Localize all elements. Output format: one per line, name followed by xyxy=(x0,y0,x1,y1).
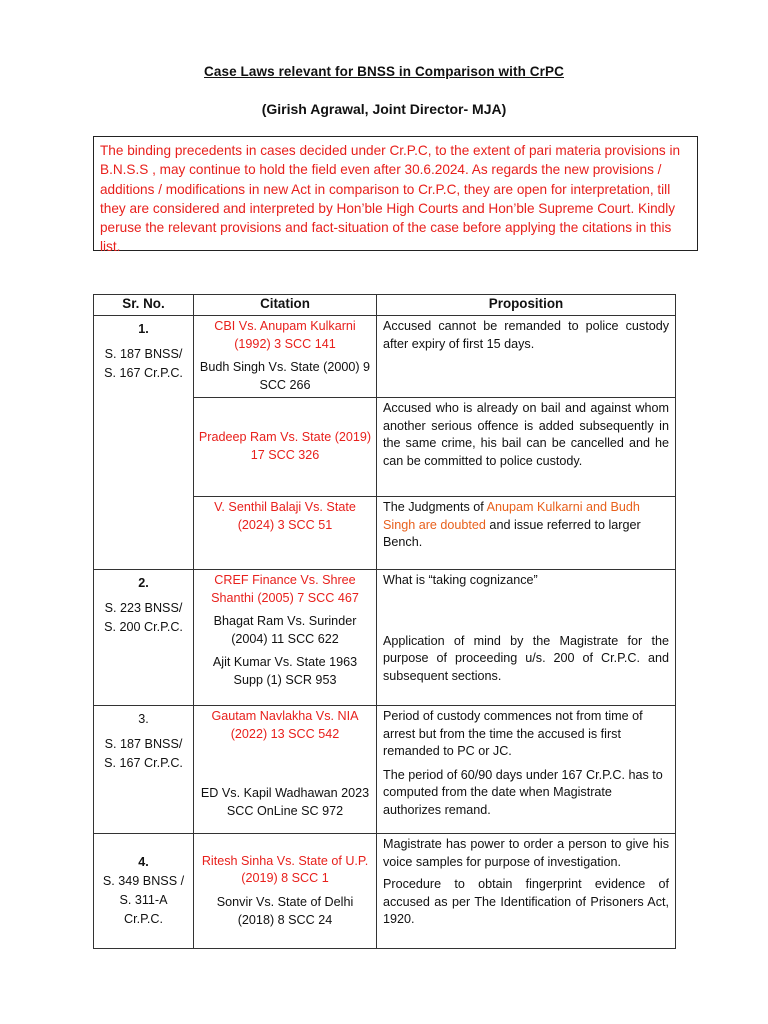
case-laws-table xyxy=(93,294,676,949)
section-ref: S. 167 Cr.P.C. xyxy=(104,366,183,380)
sr-cell xyxy=(94,834,194,949)
document-subtitle: (Girish Agrawal, Joint Director- MJA) xyxy=(261,101,507,117)
table-row xyxy=(94,834,676,949)
section-ref: S. 311-A xyxy=(119,893,168,907)
proposition-text: and issue referred to larger Bench. xyxy=(383,517,641,550)
sr-cell xyxy=(94,706,194,834)
sr-number: 4. xyxy=(138,855,149,869)
proposition-cell xyxy=(377,706,676,834)
citation: Budh Singh Vs. State (2000) 9 SCC 266 xyxy=(199,360,371,392)
proposition-text: The Judgments of xyxy=(383,500,487,514)
citation-cell xyxy=(194,497,377,570)
citation-cell xyxy=(194,706,377,834)
proposition-highlight: Anupam Kulkarni and Budh Singh are doubted xyxy=(383,500,640,532)
proposition-cell xyxy=(377,834,676,949)
proposition-cell xyxy=(377,398,676,497)
sr-cell xyxy=(94,570,194,706)
sr-cell xyxy=(94,316,194,570)
citation: Ritesh Sinha Vs. State of U.P. (2019) 8 SCC 1 xyxy=(201,853,369,886)
section-ref: S. 200 Cr.P.C. xyxy=(104,620,183,634)
proposition-text: Period of custody commences not from time of arrest but from the time the accused is first remanded to PC or JC. xyxy=(383,709,643,759)
sr-number: 2. xyxy=(138,576,149,590)
table-row xyxy=(94,316,676,398)
citation-cell xyxy=(194,316,377,398)
citation: V. Senthil Balaji Vs. State (2024) 3 SCC 51 xyxy=(214,500,356,532)
table-row xyxy=(94,706,676,834)
sr-number: 3. xyxy=(138,712,149,726)
proposition-text: The period of 60/90 days under 167 Cr.P.C. has to computed from the date when Magistrate authorizes remand. xyxy=(383,767,663,817)
citation-cell xyxy=(194,398,377,497)
citation-cell xyxy=(194,834,377,949)
proposition-cell xyxy=(377,570,676,706)
section-ref: S. 187 BNSS/ xyxy=(104,347,183,361)
section-ref: S. 223 BNSS/ xyxy=(104,601,183,615)
document-title: Case Laws relevant for BNSS in Comparison with CrPC xyxy=(204,64,564,79)
proposition-text: Accused cannot be remanded to police custody after expiry of first 15 days. xyxy=(383,319,669,351)
table-header-row xyxy=(94,295,676,316)
section-ref: S. 187 BNSS/ xyxy=(104,737,183,751)
citation: Ajit Kumar Vs. State 1963 Supp (1) SCR 953 xyxy=(212,655,358,687)
citation: CREF Finance Vs. Shree Shanthi (2005) 7 SCC 467 xyxy=(211,573,359,605)
proposition-text: Magistrate has power to order a person to give his voice samples for purpose of investigation. xyxy=(383,837,669,869)
notice-text: The binding precedents in cases decided under Cr.P.C, to the extent of pari materia provisions in B.N.S.S , may continue to hold the field even after 30.6.2024. As regards the new provisions / additions / modifications in new Act in comparison to Cr.P.C, they are open for interpretation, till they are considered and interpreted by Hon’ble High Courts and Hon’ble Supreme Court. Kindly peruse the relevant provisions and fact-situation of the case before applying the citations in this list. xyxy=(100,143,681,255)
citation: Sonvir Vs. State of Delhi (2018) 8 SCC 24 xyxy=(216,895,354,927)
proposition-text: Application of mind by the Magistrate for the purpose of proceeding u/s. 200 of Cr.P.C. and subsequent sections. xyxy=(383,633,669,683)
header-proposition: Proposition xyxy=(377,295,676,316)
citation: ED Vs. Kapil Wadhawan 2023 SCC OnLine SC 972 xyxy=(200,786,370,818)
section-ref: S. 349 BNSS / xyxy=(102,874,185,888)
proposition-text: Accused who is already on bail and against whom another serious offence is added subsequently in the same crime, his bail can be cancelled and he can be committed to police custody. xyxy=(383,401,669,468)
proposition-text: What is “taking cognizance” xyxy=(383,573,538,587)
citation: Gautam Navlakha Vs. NIA (2022) 13 SCC 542 xyxy=(211,709,359,741)
section-ref: S. 167 Cr.P.C. xyxy=(104,756,183,770)
header-citation: Citation xyxy=(194,295,377,316)
sr-number: 1. xyxy=(138,322,149,336)
proposition-cell xyxy=(377,316,676,398)
citation-cell xyxy=(194,570,377,706)
proposition-cell xyxy=(377,497,676,570)
notice-box xyxy=(93,136,698,255)
proposition-text: Procedure to obtain fingerprint evidence of accused as per The Identification of Prisoners Act, 1920. xyxy=(383,877,669,927)
table-row xyxy=(94,570,676,706)
citation: Bhagat Ram Vs. Surinder (2004) 11 SCC 622 xyxy=(213,614,357,646)
header-sr-no: Sr. No. xyxy=(94,295,194,316)
citation: Pradeep Ram Vs. State (2019) 17 SCC 326 xyxy=(198,430,372,462)
citation: CBI Vs. Anupam Kulkarni (1992) 3 SCC 141 xyxy=(214,319,356,351)
section-ref: Cr.P.C. xyxy=(124,912,163,926)
